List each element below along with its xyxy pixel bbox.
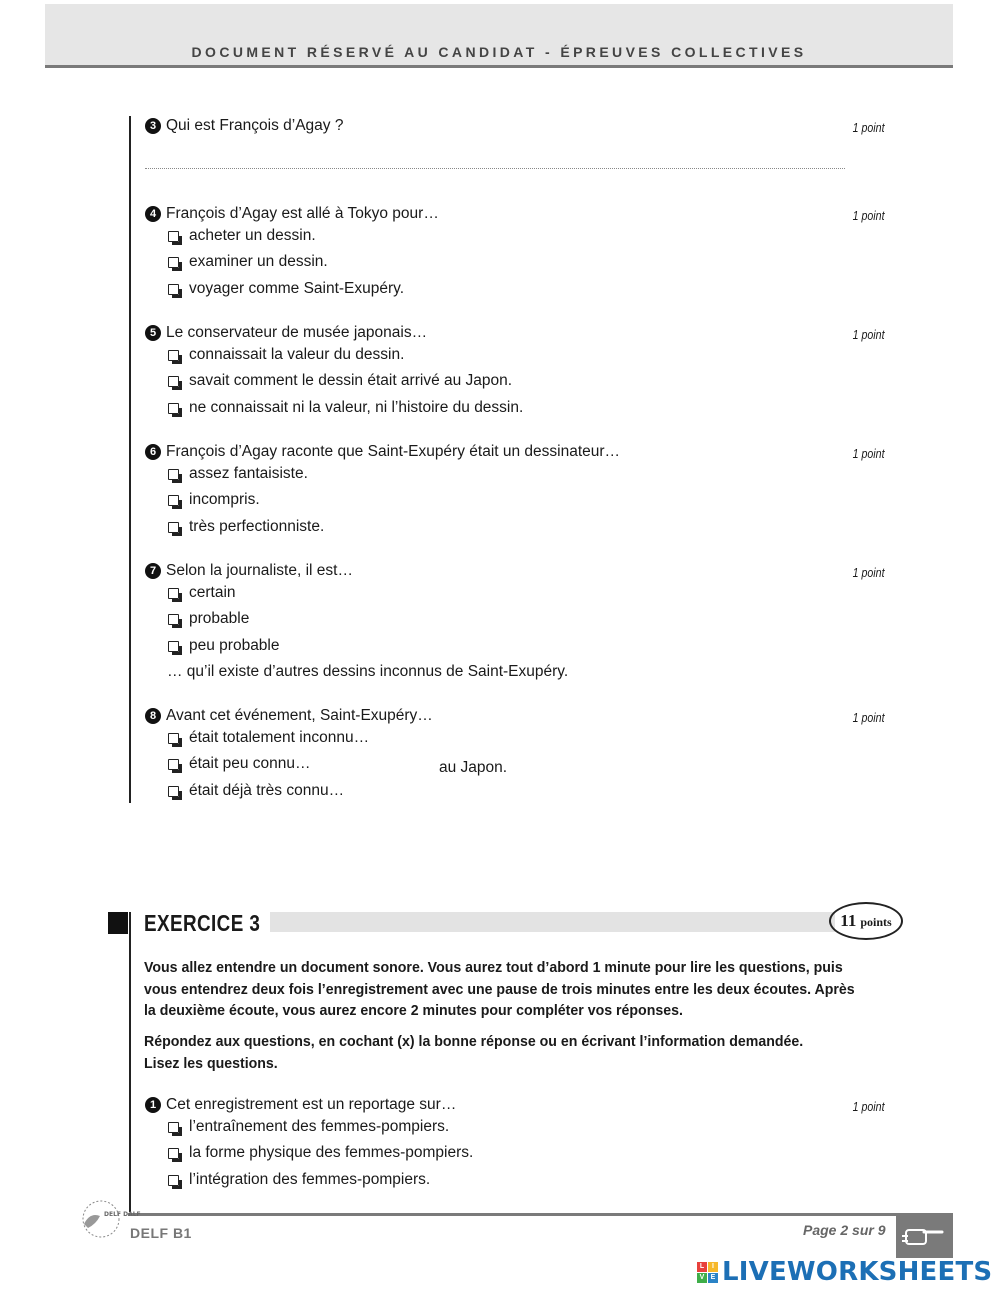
logo-text: DELF DALF	[104, 1211, 141, 1218]
option[interactable]	[145, 728, 885, 754]
question-points: 1 point	[853, 328, 885, 342]
delf-dalf-logo	[76, 1198, 141, 1240]
instructions-read: Lisez les questions.	[144, 1055, 278, 1072]
option[interactable]	[145, 1170, 885, 1196]
checkbox[interactable]	[168, 376, 179, 387]
question-number: 8	[145, 708, 161, 724]
option-label: la forme physique des femmes-pompiers.	[189, 1144, 474, 1162]
liveworksheets-watermark	[697, 1257, 992, 1287]
check-mark: x	[401, 1034, 410, 1050]
option-label: certain	[189, 584, 236, 601]
checkbox[interactable]	[168, 1148, 179, 1159]
footer-level: DELF B1	[130, 1225, 192, 1241]
exercise-title: EXERCICE 3	[144, 910, 261, 936]
option-label: examiner un dessin.	[189, 253, 328, 271]
checkbox[interactable]	[168, 350, 179, 361]
option[interactable]	[145, 345, 885, 371]
logo-tile: E	[708, 1273, 718, 1283]
liveworksheets-text: LIVEWORKSHEETS	[722, 1257, 993, 1287]
checkbox[interactable]	[168, 495, 179, 506]
option[interactable]	[145, 1143, 885, 1169]
question-number: 4	[145, 206, 161, 222]
option[interactable]	[145, 371, 885, 397]
option-label: probable	[189, 610, 250, 628]
logo-tile: L	[697, 1262, 707, 1272]
option[interactable]	[145, 609, 885, 635]
exercise-points-label: points	[860, 915, 892, 929]
question-text: François d’Agay est allé à Tokyo pour…	[166, 205, 439, 222]
header-band	[45, 4, 953, 68]
question-text: Avant cet événement, Saint-Exupéry…	[166, 707, 433, 724]
footer-page-number: Page 2 sur 9	[803, 1222, 886, 1238]
option[interactable]	[145, 490, 885, 516]
option-label: était totalement inconnu…	[189, 729, 370, 746]
checkbox[interactable]	[168, 522, 179, 533]
question-number: 3	[145, 118, 161, 134]
question-5	[145, 323, 885, 424]
checkbox[interactable]	[168, 733, 179, 744]
question-points: 1 point	[853, 121, 885, 135]
question-text: Qui est François d’Agay ?	[166, 117, 344, 134]
exercise-title-bar	[270, 912, 835, 932]
option[interactable]	[145, 636, 885, 662]
exercise-points-number: 11	[840, 911, 857, 930]
exercise-vertical-rule	[129, 912, 131, 1212]
checkbox[interactable]	[168, 641, 179, 652]
question-7	[145, 561, 885, 686]
checkbox[interactable]	[168, 231, 179, 242]
option[interactable]	[145, 583, 885, 609]
checkbox[interactable]	[168, 284, 179, 295]
option-label: incompris.	[189, 491, 260, 509]
question-number: 7	[145, 563, 161, 579]
option-label: peu probable	[189, 636, 280, 654]
option[interactable]	[145, 464, 885, 490]
option[interactable]	[145, 517, 885, 543]
option-label: l’entraînement des femmes-pompiers.	[189, 1118, 450, 1135]
header-title: DOCUMENT RÉSERVÉ AU CANDIDAT - ÉPREUVES COLLECTIVES	[191, 44, 807, 60]
option[interactable]	[145, 226, 885, 252]
footer-hand-block[interactable]	[896, 1214, 953, 1258]
question-points: 1 point	[853, 1100, 885, 1114]
checkbox[interactable]	[168, 469, 179, 480]
checkbox[interactable]	[168, 786, 179, 797]
checkbox[interactable]	[168, 759, 179, 770]
exercise-marker	[108, 912, 128, 934]
question-4	[145, 204, 885, 305]
question-number: 6	[145, 444, 161, 460]
checkbox[interactable]	[168, 257, 179, 268]
checkbox[interactable]	[168, 614, 179, 625]
option-label: connaissait la valeur du dessin.	[189, 346, 405, 363]
exercise-points-badge	[829, 902, 903, 940]
question-points: 1 point	[853, 447, 885, 461]
option-label: très perfectionniste.	[189, 517, 325, 535]
exercise-instructions: Vous allez entendre un document sonore. Vous aurez tout d’abord 1 minute pour lire les questions, puis vous entendrez deux fois l’enregistrement avec une pause de trois minutes entre les deux écoutes. Après la deuxième écoute, vous aurez encore 2 minutes pour compléter vos réponses.	[144, 960, 855, 1019]
question-text: Cet enregistrement est un reportage sur…	[166, 1096, 457, 1113]
question-points: 1 point	[853, 566, 885, 580]
section-vertical-rule	[129, 116, 131, 803]
option[interactable]	[145, 754, 885, 780]
answer-line[interactable]	[145, 168, 845, 169]
option-label: savait comment le dessin était arrivé au Japon.	[189, 372, 513, 390]
option[interactable]	[145, 279, 885, 305]
option[interactable]	[145, 398, 885, 424]
question-text: Selon la journaliste, il est…	[166, 562, 353, 579]
checkbox[interactable]	[168, 1122, 179, 1133]
question-points: 1 point	[853, 209, 885, 223]
question-number: 1	[145, 1097, 161, 1113]
checkbox[interactable]	[168, 403, 179, 414]
option-label: voyager comme Saint-Exupéry.	[189, 279, 405, 297]
pointing-hand-icon[interactable]	[896, 1214, 953, 1258]
question-6	[145, 442, 885, 543]
option-label: l’intégration des femmes-pompiers.	[189, 1170, 431, 1188]
liveworksheets-logo-icon	[697, 1262, 718, 1283]
question-continuation: … qu’il existe d’autres dessins inconnus de Saint-Exupéry.	[167, 663, 569, 681]
option[interactable]	[145, 1117, 885, 1143]
question-points: 1 point	[853, 711, 885, 725]
option-label: ne connaissait ni la valeur, ni l’histoire du dessin.	[189, 398, 524, 416]
question-text: François d’Agay raconte que Saint-Exupéry était un dessinateur…	[166, 443, 621, 460]
instructions-part: ) la bonne réponse ou en écrivant l’information demandée.	[409, 1034, 804, 1050]
exercise-question-1	[145, 1095, 885, 1196]
logo-tile: I	[708, 1262, 718, 1272]
question-8	[145, 706, 885, 807]
option-label: assez fantaisiste.	[189, 465, 308, 482]
checkbox[interactable]	[168, 1175, 179, 1186]
option-label: était peu connu…	[189, 755, 311, 773]
question-text: Le conservateur de musée japonais…	[166, 324, 428, 341]
option-label: acheter un dessin.	[189, 227, 316, 244]
exercise-instructions-answer	[144, 1032, 862, 1075]
logo-tile: V	[697, 1273, 707, 1283]
option-label: était déjà très connu…	[189, 781, 345, 799]
question-side-text: au Japon.	[439, 759, 508, 776]
footer-rule	[128, 1213, 953, 1216]
option[interactable]	[145, 252, 885, 278]
question-3	[145, 116, 885, 138]
option[interactable]	[145, 781, 885, 807]
instructions-part: Répondez aux questions, en cochant (	[144, 1034, 402, 1050]
checkbox[interactable]	[168, 588, 179, 599]
question-number: 5	[145, 325, 161, 341]
